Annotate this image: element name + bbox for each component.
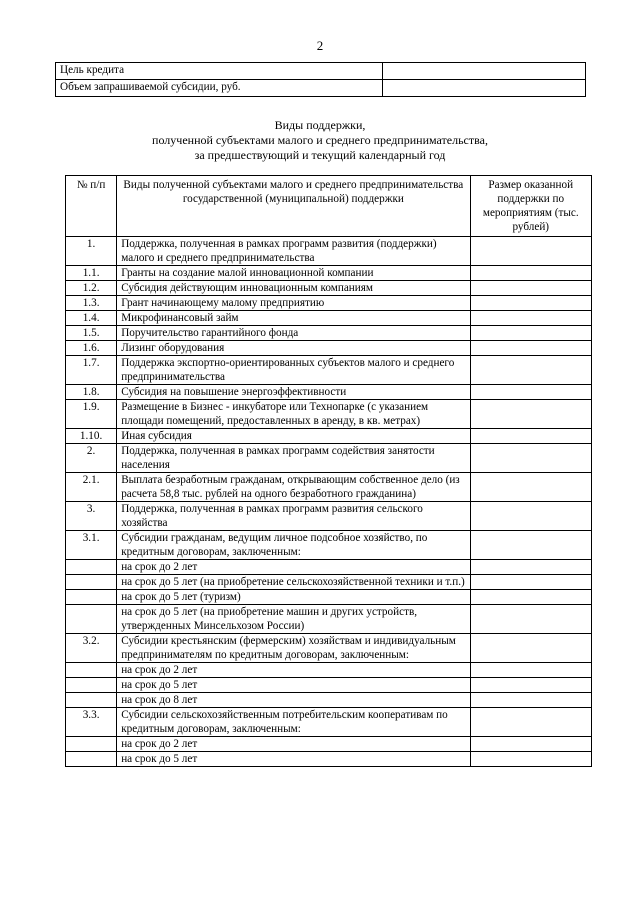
row-description: Поддержка, полученная в рамках программ развития сельского хозяйства <box>117 502 470 531</box>
row-number <box>66 693 117 708</box>
row-amount <box>470 752 591 767</box>
row-number: 1.7. <box>66 356 117 385</box>
subsidy-amount-label: Объем запрашиваемой субсидии, руб. <box>56 80 383 97</box>
table-row <box>66 737 592 752</box>
row-description: на срок до 5 лет (туризм) <box>117 590 470 605</box>
row-number <box>66 663 117 678</box>
row-amount <box>470 737 591 752</box>
subsidy-amount-row <box>56 80 586 97</box>
row-number <box>66 605 117 634</box>
row-description: Микрофинансовый займ <box>117 311 470 326</box>
row-amount <box>470 678 591 693</box>
table-header-row <box>66 176 592 237</box>
table-row <box>66 385 592 400</box>
table-row <box>66 473 592 502</box>
row-amount <box>470 400 591 429</box>
row-description: на срок до 8 лет <box>117 693 470 708</box>
row-number <box>66 560 117 575</box>
row-description: Гранты на создание малой инновационной компании <box>117 266 470 281</box>
row-number: 2. <box>66 444 117 473</box>
row-amount <box>470 693 591 708</box>
row-number: 3.1. <box>66 531 117 560</box>
table-row <box>66 281 592 296</box>
row-number <box>66 678 117 693</box>
row-description: Грант начинающему малому предприятию <box>117 296 470 311</box>
header-number: № п/п <box>66 176 117 237</box>
table-row <box>66 693 592 708</box>
table-row <box>66 326 592 341</box>
table-row <box>66 237 592 266</box>
row-number: 1. <box>66 237 117 266</box>
table-row <box>66 663 592 678</box>
row-amount <box>470 634 591 663</box>
section-heading <box>0 118 640 163</box>
table-row <box>66 502 592 531</box>
row-description: Субсидия действующим инновационным компаниям <box>117 281 470 296</box>
row-number: 1.5. <box>66 326 117 341</box>
table-row <box>66 429 592 444</box>
row-description: на срок до 5 лет (на приобретение машин и других устройств, утвержденных Минсельхозом России) <box>117 605 470 634</box>
row-number: 1.1. <box>66 266 117 281</box>
row-amount <box>470 237 591 266</box>
row-number <box>66 737 117 752</box>
loan-info-table <box>55 62 586 97</box>
table-body <box>66 237 592 767</box>
row-number: 3. <box>66 502 117 531</box>
row-amount <box>470 502 591 531</box>
row-description: Поддержка экспортно-ориентированных субъектов малого и среднего предпринимательства <box>117 356 470 385</box>
row-number: 3.3. <box>66 708 117 737</box>
row-number: 2.1. <box>66 473 117 502</box>
row-number: 1.10. <box>66 429 117 444</box>
table-row <box>66 341 592 356</box>
table-row <box>66 531 592 560</box>
subsidy-amount-value <box>383 80 586 97</box>
loan-purpose-label: Цель кредита <box>56 63 383 80</box>
row-number <box>66 590 117 605</box>
table-row <box>66 400 592 429</box>
row-amount <box>470 385 591 400</box>
row-description: Субсидия на повышение энергоэффективности <box>117 385 470 400</box>
row-number <box>66 752 117 767</box>
row-description: на срок до 5 лет <box>117 752 470 767</box>
row-amount <box>470 590 591 605</box>
row-amount <box>470 560 591 575</box>
row-number: 1.4. <box>66 311 117 326</box>
table-row <box>66 296 592 311</box>
row-description: Поддержка, полученная в рамках программ развития (поддержки) малого и среднего предпринимательства <box>117 237 470 266</box>
support-types-table <box>65 175 592 767</box>
row-number <box>66 575 117 590</box>
row-amount <box>470 296 591 311</box>
page-number: 2 <box>316 38 324 53</box>
table-row <box>66 752 592 767</box>
row-description: на срок до 5 лет <box>117 678 470 693</box>
table-row <box>66 356 592 385</box>
table-row <box>66 634 592 663</box>
header-support-amount: Размер оказанной поддержки по мероприятиям (тыс. рублей) <box>470 176 591 237</box>
row-description: Субсидии гражданам, ведущим личное подсобное хозяйство, по кредитным договорам, заключенным: <box>117 531 470 560</box>
table-row <box>66 605 592 634</box>
row-amount <box>470 281 591 296</box>
row-number: 1.6. <box>66 341 117 356</box>
table-row <box>66 575 592 590</box>
loan-purpose-row <box>56 63 586 80</box>
row-number: 1.2. <box>66 281 117 296</box>
table-row <box>66 560 592 575</box>
row-amount <box>470 531 591 560</box>
row-amount <box>470 473 591 502</box>
table-row <box>66 444 592 473</box>
heading-line-1: Виды поддержки, <box>274 118 366 132</box>
row-description: Выплата безработным гражданам, открывающим собственное дело (из расчета 58,8 тыс. рублей на одного безработного гражданина) <box>117 473 470 502</box>
row-amount <box>470 605 591 634</box>
row-description: Размещение в Бизнес - инкубаторе или Технопарке (с указанием площади помещений, предоставленных в аренду, в кв. метрах) <box>117 400 470 429</box>
heading-line-3: за предшествующий и текущий календарный год <box>194 148 446 162</box>
row-description: Субсидии крестьянским (фермерским) хозяйствам и индивидуальным предпринимателям по кредитным договорам, заключенным: <box>117 634 470 663</box>
row-description: на срок до 2 лет <box>117 737 470 752</box>
table-row <box>66 266 592 281</box>
row-amount <box>470 311 591 326</box>
row-number: 1.8. <box>66 385 117 400</box>
row-amount <box>470 444 591 473</box>
row-amount <box>470 266 591 281</box>
row-amount <box>470 356 591 385</box>
row-amount <box>470 663 591 678</box>
row-description: на срок до 5 лет (на приобретение сельскохозяйственной техники и т.п.) <box>117 575 470 590</box>
table-row <box>66 678 592 693</box>
row-amount <box>470 429 591 444</box>
heading-line-2: полученной субъектами малого и среднего предпринимательства, <box>152 133 488 147</box>
row-amount <box>470 708 591 737</box>
row-description: на срок до 2 лет <box>117 663 470 678</box>
row-description: Поддержка, полученная в рамках программ содействия занятости населения <box>117 444 470 473</box>
row-description: на срок до 2 лет <box>117 560 470 575</box>
row-amount <box>470 575 591 590</box>
row-amount <box>470 341 591 356</box>
table-row <box>66 311 592 326</box>
row-number: 1.3. <box>66 296 117 311</box>
row-description: Иная субсидия <box>117 429 470 444</box>
row-number: 3.2. <box>66 634 117 663</box>
loan-purpose-value <box>383 63 586 80</box>
row-description: Поручительство гарантийного фонда <box>117 326 470 341</box>
row-description: Субсидии сельскохозяйственным потребительским кооперативам по кредитным договорам, заключенным: <box>117 708 470 737</box>
header-support-type: Виды полученной субъектами малого и среднего предпринимательства государственной (муниципальной) поддержки <box>117 176 470 237</box>
table-row <box>66 708 592 737</box>
row-number: 1.9. <box>66 400 117 429</box>
row-description: Лизинг оборудования <box>117 341 470 356</box>
table-row <box>66 590 592 605</box>
row-amount <box>470 326 591 341</box>
